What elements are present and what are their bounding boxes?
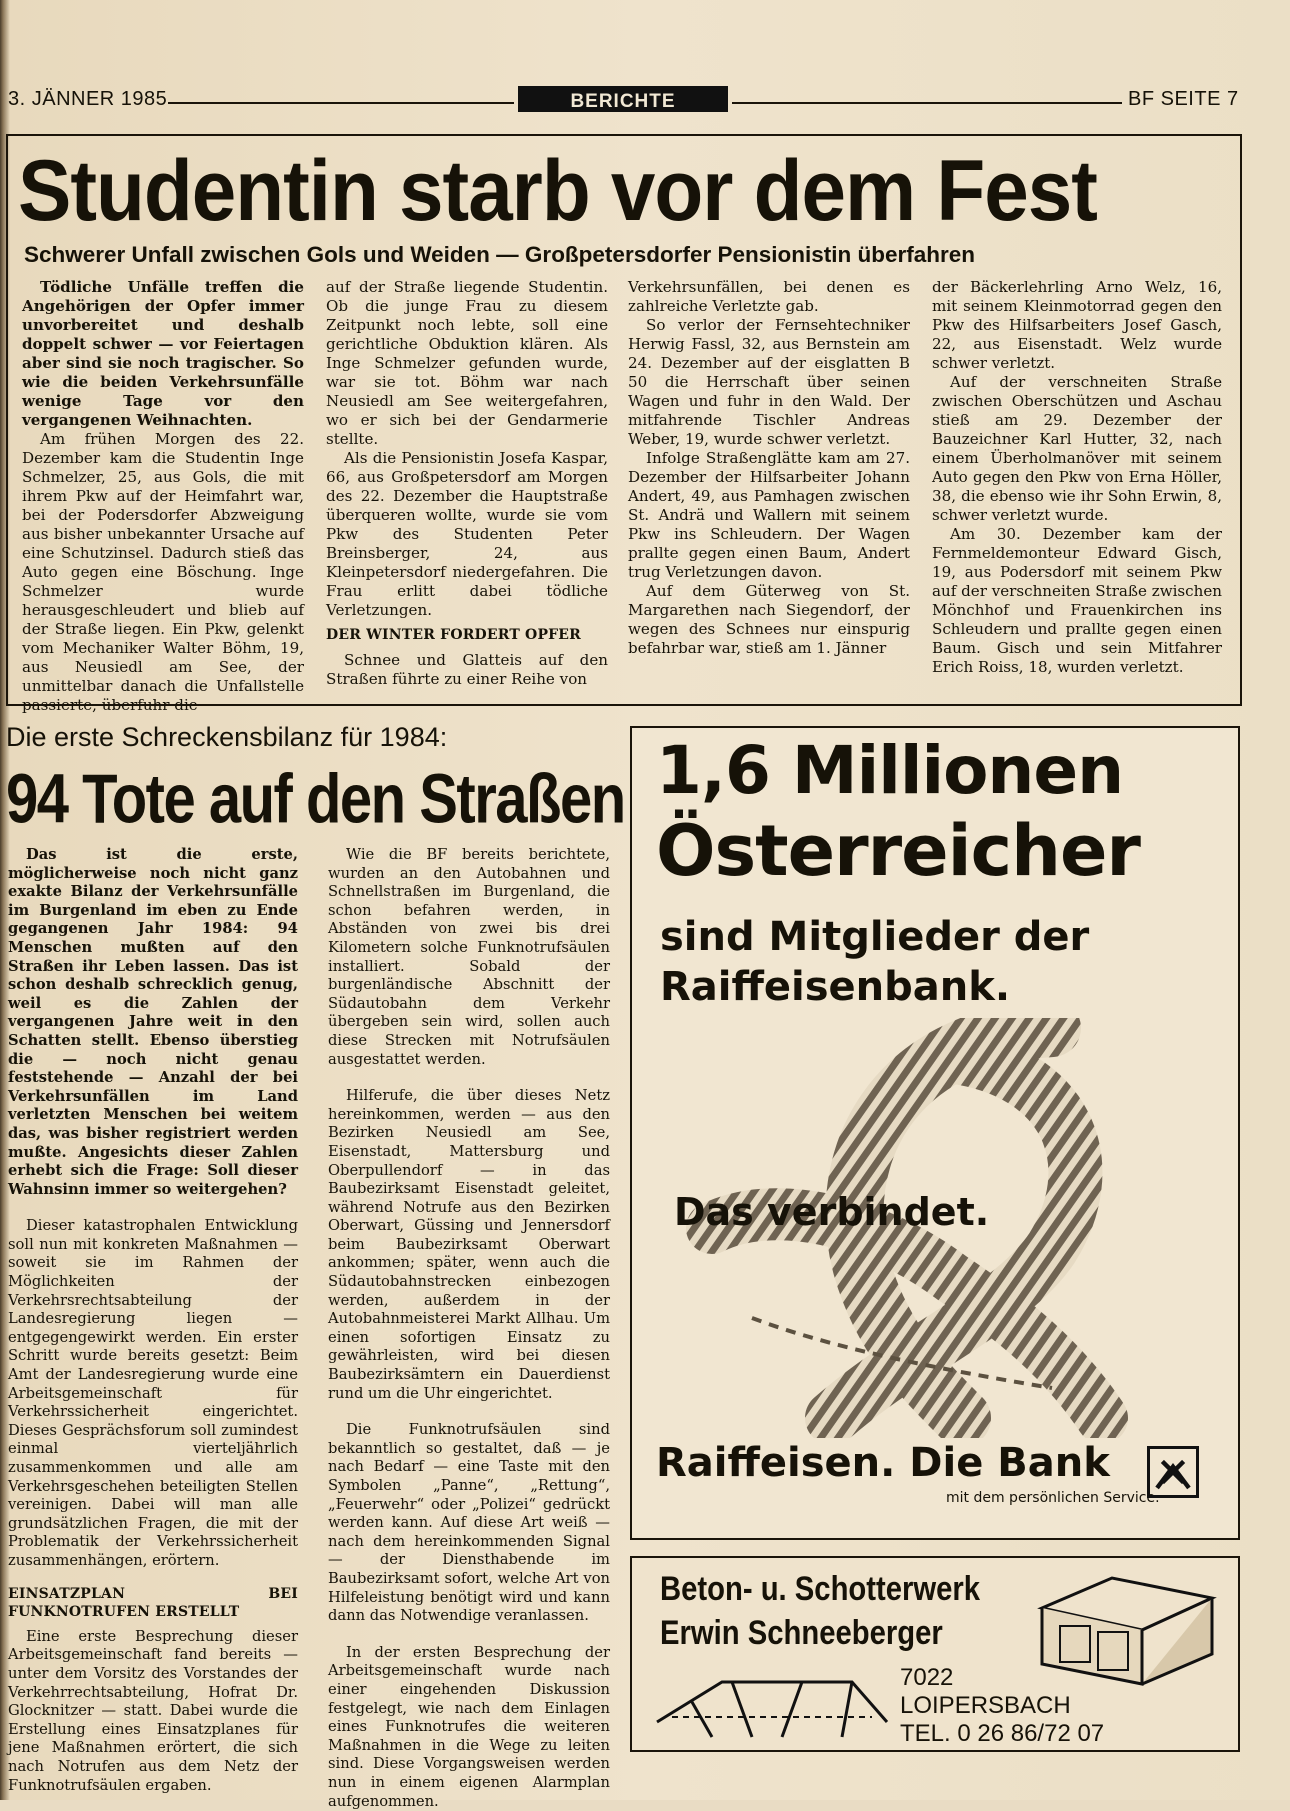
- concrete-block-icon: [1032, 1568, 1222, 1688]
- article1-paragraph: Verkehrsunfällen, bei denen es zahlreiche Verletzte gab.: [628, 278, 910, 315]
- headline-94-tote: 94 Tote auf den Straßen: [6, 760, 625, 838]
- header-rule-left: [168, 102, 514, 104]
- article2-intro: Das ist die erste, möglicherweise noch nicht ganz exakte Bilanz der Verkehrsunfälle im Burgenland im eben zu Ende gegangenen Jahr 1984: 94 Menschen mußten auf den Straßen ihr Leben lassen. Das ist schon deshalb schrecklich genug, weil es die Zahlen der vergangenen Jahre weit in den Schatten stellt. Ebenso überstieg die — noch nicht genau feststehende — Anzahl der bei Verkehrsunfällen im Land verletzten Menschen bei weitem das, was bisher registriert werden mußte. Angesichts dieser Zahlen erhebt sich die Frage: Soll dieser Wahnsinn immer so weitergehen?: [8, 846, 298, 1198]
- headline-studentin: Studentin starb vor dem Fest: [18, 142, 1097, 239]
- article2-paragraph: Eine erste Besprechung dieser Arbeitsgemeinschaft fand bereits — unter dem Vorsitz des Vorstandes der Verkehrrechtsabteilung, Hofrat Dr. Glocknitzer — statt. Dabei wurde die Erstellung eines Einsatzplanes für jene Maßnahmen erörtert, die sich nach Notrufen aus dem Netz der Funknotrufsäulen ergaben.: [8, 1627, 298, 1794]
- article1-paragraph: Auf der verschneiten Straße zwischen Oberschützen und Aschau stieß am 29. Dezember der Bauzeichner Karl Hutter, 32, nach einem Überholmanöver mit seinem Auto gegen den Pkw von Erna Höller, 38, die ebenso wie ihr Sohn Erwin, 8, schwer verletzt wurde.: [932, 373, 1222, 524]
- phone-number: TEL. 0 26 86/72 07: [900, 1720, 1105, 1747]
- kicker-schreckensbilanz: Die erste Schreckensbilanz für 1984:: [6, 722, 448, 752]
- article2-paragraph: Dieser katastrophalen Entwicklung soll nun mit konkreten Maßnahmen — soweit sie im Rahmen der Möglichkeiten der Verkehrsrechtsabteilung der Landesregierung liegen — entgegengewirkt werden. Ein erster Schritt wurde bereits gesetzt: Beim Amt der Landesregierung wurde eine Arbeitsgemeinschaft für Verkehrssicherheit eingerichtet. Dieses Gesprächsforum soll zumindest einmal vierteljährlich zusammenkommen und alle am Verkehrsgeschehen beteiligten Stellen vereinigen. Dabei will man alle grundsätzlichen Fragen, die mit der Problematik der Verkehrssicherheit zusammenhängen, erörtern.: [8, 1217, 298, 1569]
- article1-column-3: [628, 278, 910, 658]
- article1-paragraph: Auf dem Güterweg von St. Margarethen nach Siegendorf, der wegen des Schnees nur einspurig befahrbar war, stieß am 1. Jänner: [628, 582, 910, 657]
- page-number: BF SEITE 7: [1128, 88, 1239, 110]
- raiffeisen-gable-cross-logo: [1147, 1446, 1199, 1498]
- article1-crosshead: DER WINTER FORDERT OPFER: [326, 627, 582, 643]
- ad-headline-line1: 1,6 Millionen: [656, 732, 1124, 809]
- article1-paragraph: So verlor der Fernsehtechniker Herwig Fassl, 32, aus Bernstein am 24. Dezember auf der eisglatten B 50 die Herrschaft über seinen Wagen und fuhr in den Wald. Der mitfahrende Tischler Andreas Weber, 19, wurde schwer verletzt.: [628, 316, 910, 448]
- company-name-line2: Erwin Schneeberger: [660, 1614, 943, 1652]
- article2-paragraph: In der ersten Besprechung der Arbeitsgemeinschaft wurde nach einer eingehenden Diskussion festgelegt, wie nach dem Einlagen eines Funknotrufes die weiteren Maßnahmen in die Wege zu leiten sind. Diese Vorgangsweisen werden nun in einem eigenen Alarmplan aufgenommen.: [328, 1643, 610, 1810]
- schotterwerk-advertisement: [630, 1556, 1240, 1752]
- address-zip: 7022: [900, 1664, 954, 1691]
- article1-column-4: [932, 278, 1222, 677]
- article1-paragraph: auf der Straße liegende Studentin. Ob die junge Frau zu diesem Zeitpunkt noch lebte, soll eine gerichtliche Obduktion klären. Als Inge Schmelzer gefunden wurde, war sie tot. Böhm war nach Neusiedl am See weitergefahren, wo er sich bei der Gendarmerie stellte.: [326, 278, 608, 448]
- conveyor-icon: [652, 1662, 892, 1742]
- article1-column-1: [22, 278, 304, 715]
- article1-paragraph: Infolge Straßenglätte kam am 27. Dezember der Hilfsarbeiter Johann Andert, 49, aus Pamhagen zwischen St. Andrä und Wallern mit seinem Pkw ins Schleudern. Der Wagen prallte gegen einen Baum, Andert trug Verletzungen davon.: [628, 449, 910, 581]
- subheadline-studentin: Schwerer Unfall zwischen Gols und Weiden — Großpetersdorfer Pensionistin überfahren: [24, 242, 976, 267]
- article2-paragraph: Hilferufe, die über dieses Netz hereinkommen, werden — aus den Bezirken Neusiedl am See, Eisenstadt, Mattersburg und Oberpullendorf — in das Baubezirksamt Eisenstadt geleitet, während Notrufe aus den Bezirken Oberwart, Güssing und Jennersdorf beim Baubezirksamt Oberwart ankommen; später, wenn auch die Südautobahnstrecken einbezogen werden, außerdem in der Autobahnmeisterei Markt Allhau. Um einen sofortigen Einsatz zu gewährleisten, wird bei diesen Baubezirksämtern ein Dauerdienst rund um die Uhr eingerichtet.: [328, 1087, 610, 1402]
- article2-crosshead: EINSATZPLAN BEI FUNKNOTRUFEN ERSTELLT: [8, 1585, 298, 1621]
- article2-paragraph: Die Funknotrufsäulen sind bekanntlich so gestaltet, daß — je nach Bedarf — eine Taste mit den Symbolen „Panne“, „Rettung“, „Feuerwehr“ oder „Polizei“ gedrückt werden kann. Auf diese Art weiß — nach dem hereinkommenden Signal — der Diensthabende im Baubezirksamt sofort, welche Art von Hilfeleistung benötigt wird und kann dann das Notwendige veranlassen.: [328, 1421, 610, 1625]
- section-label: BERICHTE: [518, 86, 728, 112]
- article1-column-2: [326, 278, 608, 689]
- article2-column-1: [8, 846, 298, 1795]
- ad-brand-line: Raiffeisen. Die Bank: [656, 1440, 1110, 1486]
- company-name-line1: Beton- u. Schotterwerk: [660, 1570, 981, 1608]
- ad-headline-line4: Raiffeisenbank.: [660, 964, 1011, 1010]
- article2-column-2: [328, 846, 610, 1811]
- address-town: LOIPERSBACH: [900, 1692, 1071, 1719]
- header-rule-right: [732, 102, 1122, 104]
- ad-headline-line2: Österreicher: [656, 810, 1140, 892]
- ad-headline-line3: sind Mitglieder der: [660, 914, 1090, 960]
- ad-slogan: Das verbindet.: [674, 1190, 990, 1234]
- article1-paragraph: Schnee und Glatteis auf den Straßen führte zu einer Reihe von: [326, 651, 608, 688]
- article1-intro: Tödliche Unfälle treffen die Angehörigen der Opfer immer unvorbereitet und deshalb doppelt schwer — vor Feiertagen aber sind sie noch tragischer. So wie die beiden Verkehrsunfälle wenige Tage vor den vergangenen Weihnachten.: [22, 278, 304, 429]
- article1-paragraph: Als die Pensionistin Josefa Kaspar, 66, aus Großpetersdorf am Morgen des 22. Dezember die Hauptstraße überqueren wollte, wurde sie vom Pkw des Studenten Peter Breinsberger, 24, aus Kleinpetersdorf niedergefahren. Die Frau erlitt dabei tödliche Verletzungen.: [326, 449, 608, 619]
- article1-paragraph: Am 30. Dezember kam der Fernmeldemonteur Edward Gisch, 19, aus Podersdorf mit seinem Pkw auf der verschneiten Straße zwischen Mönchhof und Frauenkirchen ins Schleudern und prallte gegen einen Baum. Gisch und sein Mitfahrer Erich Roiss, 18, wurden verletzt.: [932, 525, 1223, 676]
- article2-paragraph: Wie die BF bereits berichtete, wurden an den Autobahnen und Schnellstraßen im Burgenland, die schon befahren werden, in Abständen von zwei bis drei Kilometern solche Funknotrufsäulen installiert. Sobald der burgenländische Abschnitt der Südautobahn dem Verkehr übergeben sein wird, sollen auch diese Strecken mit Notrufsäulen ausgestattet werden.: [328, 846, 610, 1068]
- ad-service-line: mit dem persönlichen Service.: [946, 1490, 1160, 1506]
- issue-date: 3. JÄNNER 1985: [8, 88, 168, 110]
- article1-paragraph: Am frühen Morgen des 22. Dezember kam die Studentin Inge Schmelzer, 25, aus Gols, die mit ihrem Pkw auf der Heimfahrt war, bei der Podersdorfer Abzweigung aus bisher unbekannter Ursache auf eine Schutzinsel. Dadurch stieß das Auto gegen eine Böschung. Inge Schmelzer wurde herausgeschleudert und blieb auf der Straße liegen. Ein Pkw, gelenkt vom Mechaniker Walter Böhm, 19, aus Neusiedl am See, der unmittelbar danach die Unfallstelle passierte, überfuhr die: [22, 430, 304, 714]
- raiffeisen-advertisement: [630, 726, 1240, 1540]
- article1-paragraph: der Bäckerlehrling Arno Welz, 16, mit seinem Kleinmotorrad gegen den Pkw des Hilfsarbeiters Josef Gasch, 22, aus Eisenstadt. Welz wurde schwer verletzt.: [932, 278, 1222, 372]
